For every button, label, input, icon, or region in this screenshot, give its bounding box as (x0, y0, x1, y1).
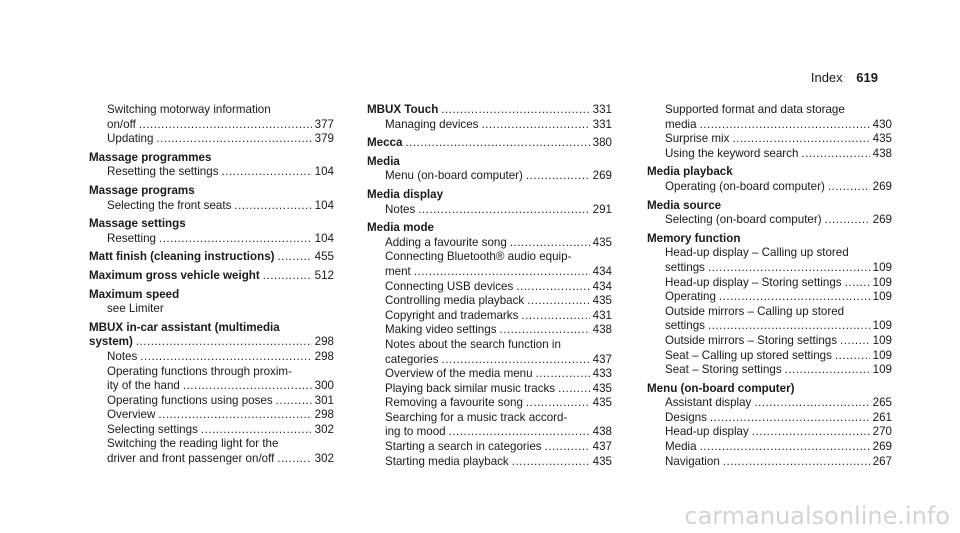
index-subentry (89, 350, 334, 365)
entry-text: Operating (665, 290, 716, 304)
leader-dots (222, 165, 312, 180)
leader-dots (558, 382, 590, 397)
leader-dots (840, 334, 870, 349)
leader-dots (414, 265, 590, 280)
index-heading (367, 155, 612, 170)
page-reference: 435 (592, 454, 612, 468)
leader-dots (801, 147, 869, 162)
entry-text: Playing back similar music tracks (385, 381, 556, 395)
entry-text: Menu (on-board computer) (647, 381, 795, 395)
page-reference: 109 (872, 319, 892, 333)
page-reference: 435 (592, 381, 612, 395)
index-subentry (647, 132, 892, 147)
page-reference: 377 (314, 117, 334, 131)
index-subentry (647, 290, 892, 305)
entry-text: Media playback (647, 165, 733, 179)
index-subentry (89, 394, 334, 409)
page-reference: 437 (592, 352, 612, 366)
index-column-1 (89, 103, 334, 467)
page-reference: 435 (592, 396, 612, 410)
page-reference: 291 (592, 202, 612, 216)
page-number: 619 (856, 70, 878, 85)
index-subentry (647, 213, 892, 228)
leader-dots (527, 294, 589, 309)
index-heading (647, 232, 892, 247)
index-subentry (367, 323, 612, 338)
page-reference: 331 (592, 103, 612, 116)
leader-dots (723, 455, 870, 470)
watermark: carmanualsonline.info (684, 502, 950, 530)
leader-dots (708, 319, 870, 334)
leader-dots (442, 353, 590, 368)
leader-dots (536, 367, 590, 382)
entry-text: settings (665, 260, 705, 274)
entry-text: Maximum speed (89, 287, 180, 301)
entry-text: Removing a favourite song (385, 396, 523, 410)
index-subentry (367, 250, 612, 265)
leader-dots (516, 280, 589, 295)
entry-text: Operating functions using poses (107, 393, 273, 407)
page-reference: 269 (872, 179, 892, 193)
index-subentry (647, 425, 892, 440)
leader-dots (545, 440, 590, 455)
page-reference: 269 (592, 169, 612, 183)
index-subentry (367, 280, 612, 295)
page-reference: 434 (592, 264, 612, 278)
index-subentry (367, 203, 612, 218)
leader-dots (277, 452, 311, 467)
page-reference: 455 (314, 250, 334, 264)
entry-text: Copyright and trademarks (385, 308, 519, 322)
index-subentry (367, 353, 612, 368)
index-heading (89, 184, 334, 199)
index-subentry (367, 411, 612, 426)
leader-dots (752, 425, 870, 440)
page-reference: 298 (314, 408, 334, 422)
index-subentry (367, 169, 612, 184)
page-reference: 302 (314, 452, 334, 466)
index-subentry (367, 382, 612, 397)
page-reference: 379 (314, 132, 334, 146)
entry-text: Notes (385, 202, 416, 216)
entry-text: categories (385, 352, 439, 366)
index-subentry (367, 338, 612, 353)
page-reference: 270 (872, 425, 892, 439)
page-reference: 331 (592, 117, 612, 131)
leader-dots (159, 232, 312, 247)
leader-dots (526, 396, 590, 411)
index-subentry (89, 132, 334, 147)
entry-text: Memory function (647, 231, 741, 245)
entry-text: Supported format and data storage (665, 103, 845, 116)
index-subentry (367, 265, 612, 280)
page-reference: 435 (592, 235, 612, 249)
index-subentry (647, 118, 892, 133)
index-subentry (89, 232, 334, 247)
entry-text: Making video settings (385, 323, 497, 337)
leader-dots (158, 408, 311, 423)
index-subentry (89, 423, 334, 438)
index-subentry (89, 365, 334, 380)
page-reference: 302 (314, 422, 334, 436)
leader-dots (234, 199, 311, 214)
index-subentry (89, 379, 334, 394)
leader-dots (156, 132, 311, 147)
entry-text: Massage settings (89, 217, 186, 231)
index-heading (89, 151, 334, 166)
page-reference: 438 (592, 323, 612, 337)
page-reference: 265 (872, 396, 892, 410)
entry-text: Searching for a music track accord- (385, 410, 568, 424)
entry-text: ment (385, 264, 411, 278)
entry-text: Navigation (665, 454, 720, 468)
entry-text: Media mode (367, 221, 434, 235)
entry-text: Switching the reading light for the (107, 437, 279, 451)
leader-dots (140, 350, 311, 365)
leader-dots (700, 440, 870, 455)
entry-text: Head-up display – Calling up stored (665, 246, 849, 260)
leader-dots (828, 180, 870, 195)
entry-text: Overview (107, 408, 156, 422)
entry-text: system) (89, 335, 133, 349)
index-heading (89, 217, 334, 232)
leader-dots (263, 269, 312, 284)
index-subentry (89, 408, 334, 423)
leader-dots (512, 455, 590, 470)
leader-dots (700, 118, 870, 133)
leader-dots (500, 323, 590, 338)
index-subentry (647, 455, 892, 470)
page-reference: 433 (592, 367, 612, 381)
entry-text: ity of the hand (107, 379, 180, 393)
index-subentry (367, 425, 612, 440)
leader-dots (276, 394, 312, 409)
index-subentry (367, 309, 612, 324)
header-label: Index (810, 70, 843, 85)
entry-text: Notes (107, 349, 138, 363)
page-reference: 437 (592, 440, 612, 454)
index-column-2 (367, 103, 612, 469)
index-subentry (647, 305, 892, 320)
page-reference: 109 (872, 290, 892, 304)
index-subentry (647, 363, 892, 378)
index-subentry (367, 396, 612, 411)
entry-text: Maximum gross vehicle weight (89, 268, 260, 282)
leader-dots (405, 136, 589, 151)
index-subentry (367, 455, 612, 470)
index-subentry (89, 103, 334, 118)
leader-dots (481, 118, 589, 133)
leader-dots (785, 363, 870, 378)
leader-dots (732, 132, 869, 147)
index-subentry (647, 440, 892, 455)
leader-dots (441, 103, 589, 118)
entry-text: Media (665, 440, 697, 454)
page-reference: 300 (314, 379, 334, 393)
index-heading (89, 269, 334, 284)
entry-text: Selecting (on-board computer) (665, 213, 822, 227)
leader-dots (183, 379, 312, 394)
index-subentry (647, 276, 892, 291)
entry-text: Head-up display – Storing settings (665, 275, 842, 289)
leader-dots (136, 335, 312, 350)
index-subentry (647, 246, 892, 261)
index-heading (367, 136, 612, 151)
page-reference: 104 (314, 198, 334, 212)
entry-text: Starting media playback (385, 454, 509, 468)
index-subentry (367, 118, 612, 133)
entry-text: Selecting the front seats (107, 198, 232, 212)
page-reference: 109 (872, 260, 892, 274)
index-subentry (89, 452, 334, 467)
index-heading (89, 288, 334, 303)
index-heading (367, 188, 612, 203)
page-reference: 109 (872, 333, 892, 347)
entry-text: Matt finish (cleaning instructions) (89, 250, 275, 264)
entry-text: Starting a search in categories (385, 440, 542, 454)
leader-dots (754, 396, 869, 411)
page-reference: 298 (314, 349, 334, 363)
entry-text: Designs (665, 410, 707, 424)
entry-text: Resetting the settings (107, 165, 219, 179)
entry-text: Connecting Bluetooth® audio equip- (385, 250, 572, 264)
index-heading (367, 103, 612, 118)
entry-text: Switching motorway information (107, 103, 271, 116)
entry-text: Connecting USB devices (385, 279, 514, 293)
entry-text: MBUX Touch (367, 103, 439, 116)
page-reference: 435 (872, 132, 892, 146)
entry-text: see Limiter (107, 302, 164, 316)
index-subentry (647, 261, 892, 276)
entry-text: Menu (on-board computer) (385, 169, 523, 183)
index-heading (647, 165, 892, 180)
index-subentry (89, 118, 334, 133)
index-subentry (647, 411, 892, 426)
leader-dots (708, 261, 870, 276)
entry-text: Managing devices (385, 117, 479, 131)
page-reference: 261 (872, 410, 892, 424)
entry-text: driver and front passenger on/off (107, 452, 275, 466)
page-reference: 380 (592, 136, 612, 150)
page-reference: 269 (872, 440, 892, 454)
page-reference: 434 (592, 279, 612, 293)
index-subentry (647, 103, 892, 118)
page-reference: 438 (592, 425, 612, 439)
page-header (811, 70, 878, 85)
leader-dots (139, 118, 312, 133)
page-reference: 267 (872, 454, 892, 468)
entry-text: Massage programmes (89, 150, 212, 164)
leader-dots (278, 250, 312, 265)
entry-text: Controlling media playback (385, 294, 525, 308)
index-subentry (367, 367, 612, 382)
index-subentry (647, 349, 892, 364)
leader-dots (449, 425, 590, 440)
entry-text: Media source (647, 198, 722, 212)
entry-text: ing to mood (385, 425, 446, 439)
leader-dots (418, 203, 589, 218)
page-reference: 104 (314, 165, 334, 179)
entry-text: Seat – Storing settings (665, 363, 782, 377)
leader-dots (719, 290, 870, 305)
entry-text: Media (367, 154, 400, 168)
leader-dots (521, 309, 589, 324)
index-heading (367, 221, 612, 236)
entry-text: Seat – Calling up stored settings (665, 348, 832, 362)
index-heading (647, 199, 892, 214)
page-reference: 301 (314, 393, 334, 407)
entry-text: Assistant display (665, 396, 752, 410)
index-subentry (367, 294, 612, 309)
leader-dots (201, 423, 312, 438)
entry-text: Notes about the search function in (385, 337, 561, 351)
index-subentry (647, 147, 892, 162)
leader-dots (835, 349, 870, 364)
page-reference: 438 (872, 146, 892, 160)
entry-text: Outside mirrors – Calling up stored (665, 304, 845, 318)
entry-text: on/off (107, 117, 136, 131)
page-reference: 435 (592, 294, 612, 308)
index-subentry (367, 236, 612, 251)
entry-text: media (665, 117, 697, 131)
page-reference: 431 (592, 308, 612, 322)
leader-dots (526, 169, 590, 184)
index-subentry (647, 396, 892, 411)
index-subentry (647, 334, 892, 349)
leader-dots (710, 411, 870, 426)
page-reference: 109 (872, 363, 892, 377)
index-heading (89, 321, 334, 336)
entry-text: Selecting settings (107, 422, 198, 436)
page-reference: 269 (872, 213, 892, 227)
entry-text: Operating functions through proxim- (107, 364, 292, 378)
entry-text: Mecca (367, 136, 403, 150)
index-heading (647, 382, 892, 397)
page-reference: 512 (314, 268, 334, 282)
page-reference: 109 (872, 348, 892, 362)
entry-text: Resetting (107, 231, 156, 245)
entry-text: Massage programs (89, 183, 195, 197)
entry-text: Media display (367, 187, 444, 201)
entry-text: Adding a favourite song (385, 235, 507, 249)
entry-text: MBUX in-car assistant (multimedia (89, 320, 280, 334)
index-column-3 (647, 103, 892, 469)
index-heading (89, 335, 334, 350)
entry-text: Outside mirrors – Storing settings (665, 333, 838, 347)
index-subentry (647, 319, 892, 334)
index-subentry (367, 440, 612, 455)
entry-text: Surprise mix (665, 132, 730, 146)
leader-dots (825, 213, 870, 228)
page-reference: 298 (314, 335, 334, 349)
page-reference: 430 (872, 117, 892, 131)
index-subentry (89, 199, 334, 214)
leader-dots (510, 236, 590, 251)
entry-text: Overview of the media menu (385, 367, 533, 381)
entry-text: Updating (107, 132, 154, 146)
entry-text: Head-up display (665, 425, 749, 439)
index-subentry (89, 437, 334, 452)
index-heading (89, 250, 334, 265)
page-reference: 104 (314, 231, 334, 245)
index-subentry (647, 180, 892, 195)
entry-text: Operating (on-board computer) (665, 179, 825, 193)
index-subentry (89, 165, 334, 180)
entry-text: settings (665, 319, 705, 333)
index-subentry (89, 302, 334, 317)
leader-dots (845, 276, 870, 291)
page-reference: 109 (872, 275, 892, 289)
entry-text: Using the keyword search (665, 146, 799, 160)
